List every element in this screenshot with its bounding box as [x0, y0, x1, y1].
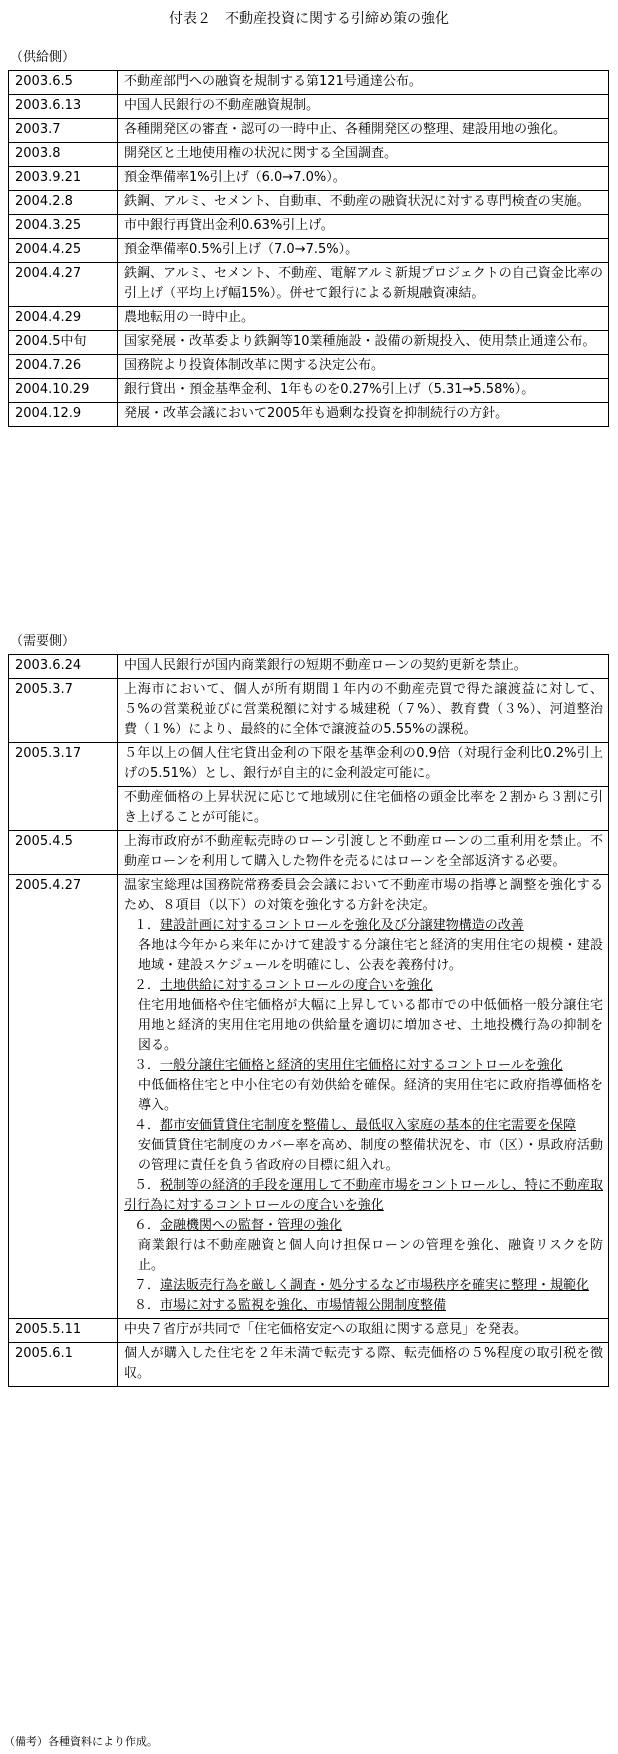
- row-text: 中国人民銀行の不動産融資規制。: [118, 95, 609, 119]
- demand-heading: （需要側）: [10, 634, 76, 649]
- table-row: [9, 119, 609, 143]
- table-row: [9, 655, 609, 679]
- measure-number: ５．: [134, 1178, 161, 1193]
- row-date: 2003.6.5: [9, 71, 118, 95]
- measure-item: [124, 1056, 603, 1076]
- table-row: [9, 875, 609, 1319]
- row-text: 市中銀行再貸出金利0.63%引上げ。: [118, 215, 609, 239]
- table-row: [9, 831, 609, 875]
- row-text: 上海市において、個人が所有期間１年内の不動産売買で得た譲渡益に対して、５%の営業税並びに営業税額に対する城建税（７%）、教育費（３%）、河道整治費（１%）により、最終的に全体で譲渡益の5.55%の課税。: [118, 679, 609, 743]
- row-date: 2004.4.25: [9, 239, 118, 263]
- measure-item: [124, 976, 603, 996]
- row-text: 発展・改革会議において2005年も過剰な投資を抑制続行の方針。: [118, 403, 609, 427]
- table-row: [9, 403, 609, 427]
- row-date: 2003.7: [9, 119, 118, 143]
- row-text: 預金準備率1%引上げ（6.0→7.0%）。: [118, 167, 609, 191]
- row-text: 預金準備率0.5%引上げ（7.0→7.5%）。: [118, 239, 609, 263]
- row-date: 2005.3.7: [9, 679, 118, 743]
- measure-item: [124, 1276, 603, 1296]
- supply-table: [8, 70, 609, 427]
- row-text: 不動産部門への融資を規制する第121号通達公布。: [118, 71, 609, 95]
- measure-title: 建設計画に対するコントロールを強化及び分譲建物構造の改善: [160, 918, 524, 933]
- row-text: 国務院より投資体制改革に関する決定公布。: [118, 355, 609, 379]
- measure-title: 土地供給に対するコントロールの度合いを強化: [160, 978, 433, 993]
- row-text: 個人が購入した住宅を２年未満で転売する際、転売価格の５%程度の取引税を徴収。: [118, 1343, 609, 1387]
- table-row: [9, 307, 609, 331]
- measure-body: 安価賃貸住宅制度のカバー率を高め、制度の整備状況を、市（区）・県政府活動の管理に責任を負う省政府の目標に組入れ。: [138, 1138, 603, 1173]
- row-text: 中央７省庁が共同で「住宅価格安定への取組に関する意見」を発表。: [118, 1319, 609, 1343]
- measures-cell: [118, 875, 609, 1319]
- row-date: 2004.7.26: [9, 355, 118, 379]
- row-date: 2004.10.29: [9, 379, 118, 403]
- measure-title: 市場に対する監視を強化、市場情報公開制度整備: [160, 1298, 447, 1313]
- page-title: 付表２ 不動産投資に関する引締め策の強化: [169, 11, 449, 27]
- row-date: 2005.3.17: [9, 743, 118, 831]
- row-date: 2005.5.11: [9, 1319, 118, 1343]
- measure-number: ６．: [134, 1218, 161, 1233]
- row-date: 2004.12.9: [9, 403, 118, 427]
- table-row: [9, 71, 609, 95]
- table-row: [9, 167, 609, 191]
- row-text: 銀行貸出・預金基準金利、1年ものを0.27%引上げ（5.31→5.58%）。: [118, 379, 609, 403]
- measure-body: 各地は今年から来年にかけて建設する分譲住宅と経済的実用住宅の規模・建設地域・建設スケジュールを明確にし、公表を義務付け。: [138, 938, 603, 973]
- row-text: 上海市政府が不動産転売時のローン引渡しと不動産ローンの二重利用を禁止。不動産ローンを利用して購入した物件を売るにはローンを全部返済する必要。: [118, 831, 609, 875]
- row-text: 中国人民銀行が国内商業銀行の短期不動産ローンの契約更新を禁止。: [118, 655, 609, 679]
- measure-number: １．: [134, 918, 161, 933]
- measure-item: [124, 1176, 603, 1216]
- table-row: [9, 331, 609, 355]
- measure-number: ２．: [134, 978, 161, 993]
- row-date: 2003.6.24: [9, 655, 118, 679]
- row-date: 2004.5中旬: [9, 331, 118, 355]
- table-row: [9, 1319, 609, 1343]
- row-date: 2005.6.1: [9, 1343, 118, 1387]
- measure-item: [124, 1116, 603, 1136]
- measure-number: ３．: [134, 1058, 161, 1073]
- table-row: [9, 215, 609, 239]
- measure-number: ４．: [134, 1118, 161, 1133]
- measure-body: 中低価格住宅と中小住宅の有効供給を確保。経済的実用住宅に政府指導価格を導入。: [138, 1078, 603, 1113]
- supply-heading: （供給側）: [10, 50, 76, 65]
- row-date: 2004.3.25: [9, 215, 118, 239]
- measure-title: 都市安価賃貸住宅制度を整備し、最低収入家庭の基本的住宅需要を保障: [160, 1118, 577, 1133]
- measure-title: 違法販売行為を厳しく調査・処分するなど市場秩序を確実に整理・規範化: [160, 1278, 590, 1293]
- table-row: [9, 143, 609, 167]
- row-date: 2004.4.29: [9, 307, 118, 331]
- row-text: 農地転用の一時中止。: [118, 307, 609, 331]
- measure-title: 税制等の経済的手段を運用して不動産市場をコントロールし、特に不動産取引行為に対するコントロールの度合いを強化: [124, 1178, 603, 1213]
- measure-title: 一般分譲住宅価格と経済的実用住宅価格に対するコントロールを強化: [160, 1058, 563, 1073]
- measure-item: [124, 1296, 603, 1316]
- table-row: [9, 743, 609, 787]
- table-row: [9, 191, 609, 215]
- table-row: [9, 679, 609, 743]
- table-row: [9, 239, 609, 263]
- row-date: 2003.6.13: [9, 95, 118, 119]
- measure-body: 住宅用地価格や住宅価格が大幅に上昇している都市での中低価格一般分譲住宅用地と経済的実用住宅用地の供給量を適切に増加させ、土地投機行為の抑制を図る。: [138, 998, 603, 1053]
- measure-body: 商業銀行は不動産融資と個人向け担保ローンの管理を強化、融資リスクを防止。: [138, 1238, 603, 1273]
- table-row: [9, 379, 609, 403]
- row-text: 各種開発区の審査・認可の一時中止、各種開発区の整理、建設用地の強化。: [118, 119, 609, 143]
- source-note: （備考）各種資料により作成。: [4, 1735, 158, 1748]
- row-date: 2005.4.27: [9, 875, 118, 1319]
- measure-number: ８．: [134, 1298, 161, 1313]
- measure-item: [124, 1216, 603, 1236]
- row-date: 2004.4.27: [9, 263, 118, 307]
- row-date: 2003.8: [9, 143, 118, 167]
- table-row: [9, 263, 609, 307]
- row-text: ５年以上の個人住宅貸出金利の下限を基準金利の0.9倍（対現行金利比0.2%引上げの5.51%）とし、銀行が自主的に金利設定可能に。: [118, 743, 609, 787]
- table-row: [9, 95, 609, 119]
- row-date: 2003.9.21: [9, 167, 118, 191]
- demand-table: [8, 654, 609, 1387]
- table-row: [9, 1343, 609, 1387]
- row-text: 鉄鋼、アルミ、セメント、自動車、不動産の融資状況に対する専門検査の実施。: [118, 191, 609, 215]
- measure-item: [124, 916, 603, 936]
- row-date: 2004.2.8: [9, 191, 118, 215]
- measure-number: ７．: [134, 1278, 161, 1293]
- row-text: 国家発展・改革委より鉄鋼等10業種施設・設備の新規投入、使用禁止通達公布。: [118, 331, 609, 355]
- row-text: 不動産価格の上昇状況に応じて地域別に住宅価格の頭金比率を２割から３割に引き上げることが可能に。: [118, 787, 609, 831]
- table-row: [9, 355, 609, 379]
- row-text: 鉄鋼、アルミ、セメント、不動産、電解アルミ新規プロジェクトの自己資金比率の引上げ（平均上げ幅15%）。併せて銀行による新規融資凍結。: [118, 263, 609, 307]
- measures-intro: 温家宝総理は国務院常務委員会会議において不動産市場の指導と調整を強化するため、８項目（以下）の対策を強化する方針を決定。: [124, 878, 603, 913]
- row-text: 開発区と土地使用権の状況に関する全国調査。: [118, 143, 609, 167]
- measure-title: 金融機関への監督・管理の強化: [160, 1218, 343, 1233]
- row-date: 2005.4.5: [9, 831, 118, 875]
